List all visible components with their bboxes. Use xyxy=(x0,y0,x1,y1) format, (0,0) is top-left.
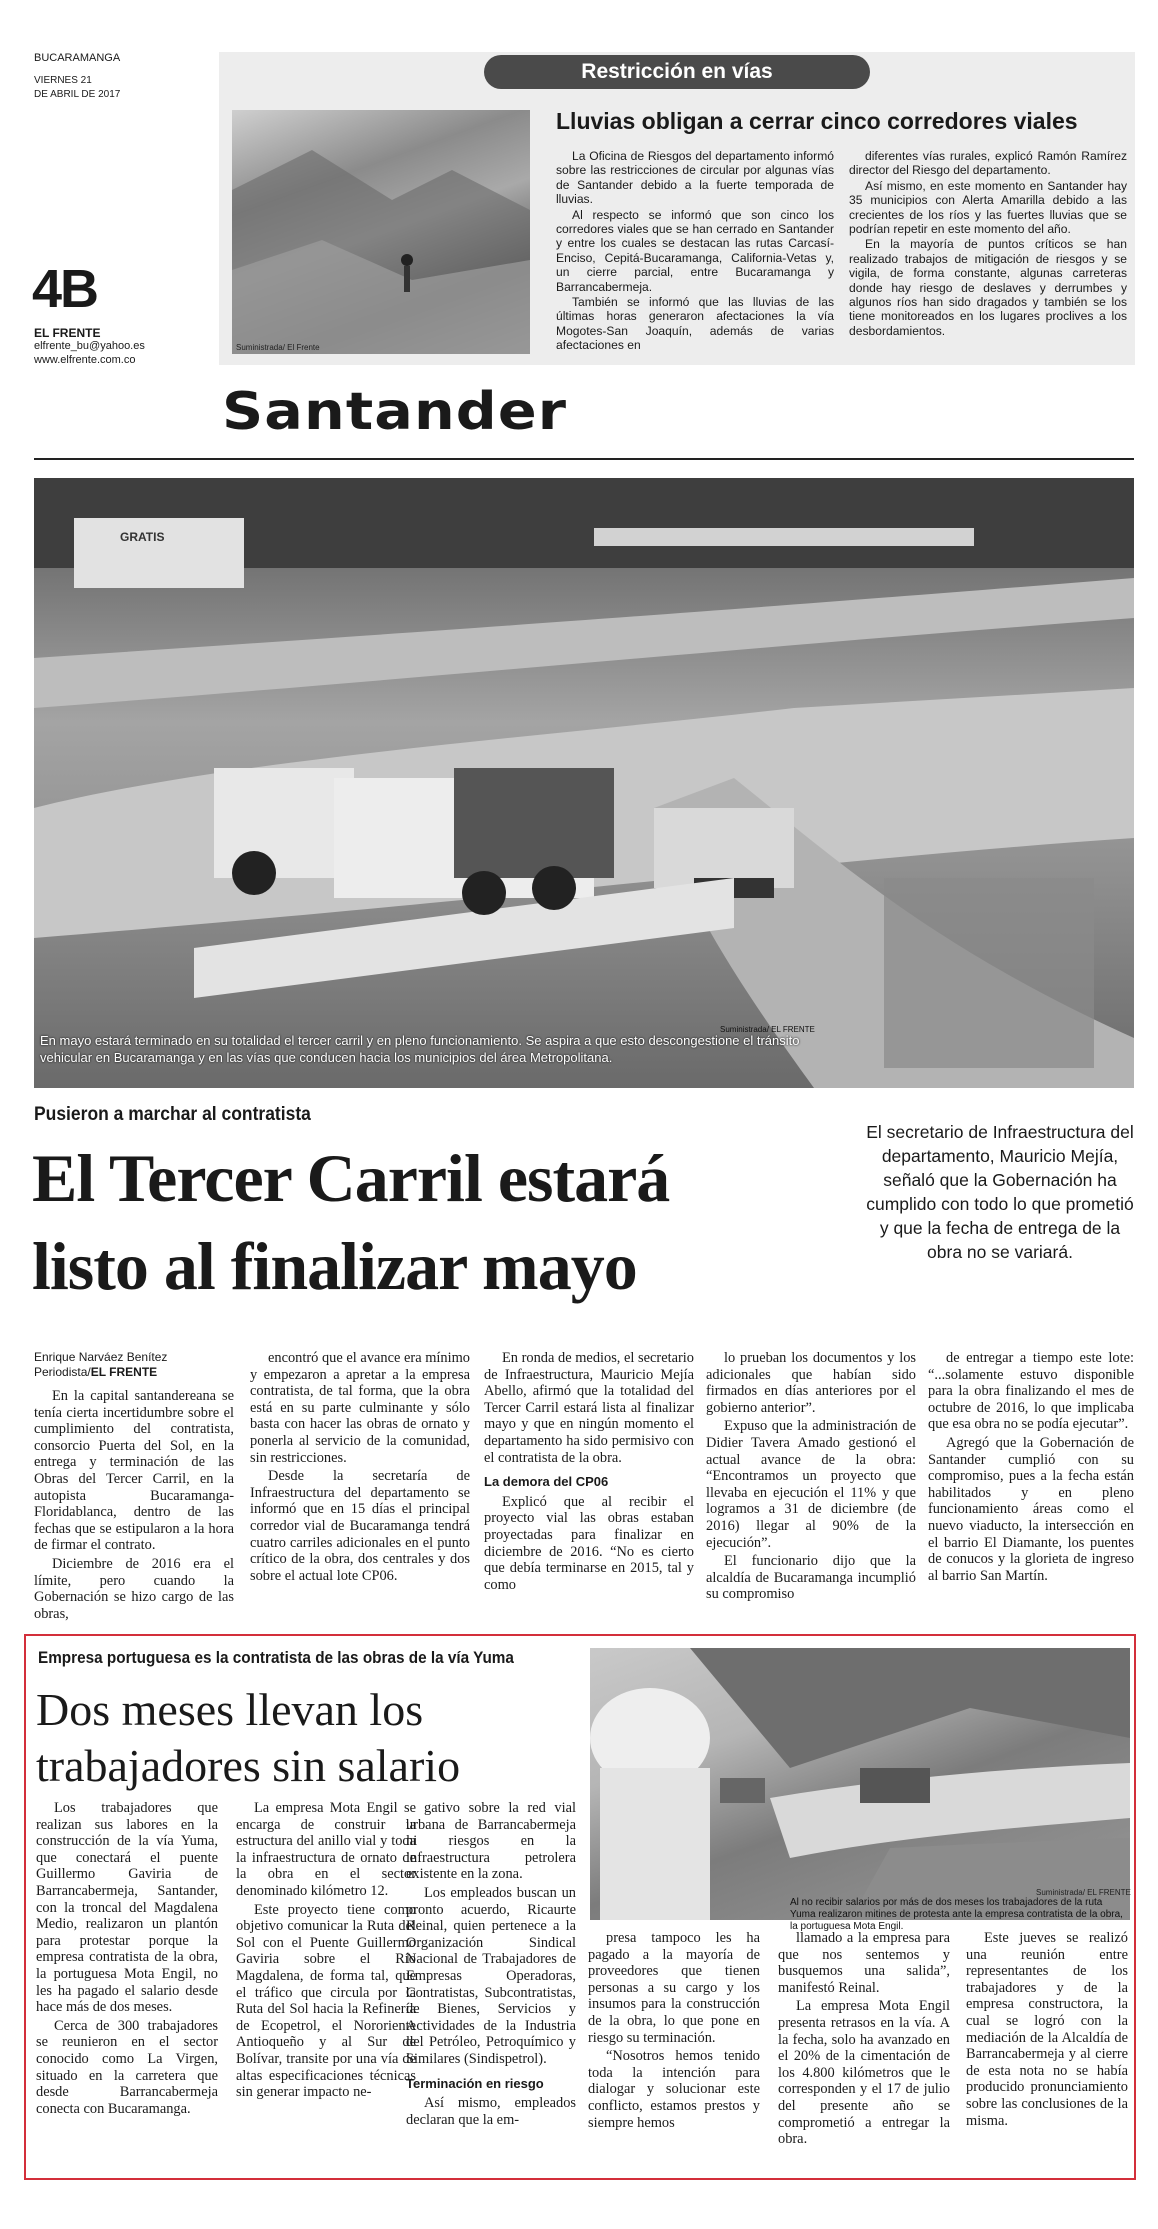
main-photo-credit: Suministrada/ EL FRENTE xyxy=(720,1025,815,1034)
box-column-2 xyxy=(849,149,1127,339)
article1-deck: El secretario de Infraestructura del departamento, Mauricio Mejía, señaló que la Gobernación ha cumplido con todo lo que prometió y que la fecha de entrega de la obra no se variará. xyxy=(866,1122,1134,1262)
paragraph: Los empleados buscan un pronto acuerdo, Ricaurte Reinal, quien pertenece a la Organización Sindical Nacional de Trabajadores de Empresas Operadoras, Contratistas, Subcontratistas, de Bienes, Servicios y Actividades de la Industria del Petróleo, Petroquímico y Similares (Sindispetrol). xyxy=(406,1884,576,2067)
main-photo-caption: En mayo estará terminado en su totalidad el tercer carril y en pleno funcionamiento. Se aspira a que esto descongestione el tránsito vehicular en Bucaramanga y en las vías que conducen hacia los municipios del área Metropolitana. xyxy=(40,1033,800,1065)
paragraph: de entregar a tiempo este lote: “...solamente estuvo disponible para la obra finalizando el mes de octubre de 2016, lo que implicaba que esa obra no se podía ejecutar”. xyxy=(928,1350,1134,1433)
article2-photo-caption: Al no recibir salarios por más de dos meses los trabajadores de la ruta Yuma realizaron mitines de protesta ante la empresa contratista de la obra, la portuguesa Mota Engil. xyxy=(790,1897,1123,1932)
billboard-text: GRATIS xyxy=(120,530,165,544)
landslide-photo xyxy=(232,110,530,354)
paragraph: Explicó que al recibir el proyecto vial las obras estaban proyectadas para finalizar en diciembre de 2016. “No es cierto que debía terminarse en 2015, tal y como xyxy=(484,1493,694,1593)
landslide-illustration xyxy=(232,110,530,354)
paragraph: En la mayoría de puntos críticos se han realizado trabajos de mitigación de riesgos y se vigila, de forma constante, algunas carreteras donde hay riesgo de deslaves y derrumbes y algunos ríos han sido dragados y también se los tiene monitoreados en los lugares proclives a los desbordamientos. xyxy=(849,237,1127,338)
article1-subhead: La demora del CP06 xyxy=(484,1474,609,1490)
section-rule xyxy=(34,458,1134,460)
author-role: Periodista/ xyxy=(34,1365,91,1379)
box-column-1 xyxy=(556,149,834,354)
paper-name: EL FRENTE xyxy=(34,326,101,340)
article2-photo-credit: Suministrada/ EL FRENTE xyxy=(1036,1888,1131,1897)
article1-headline-line1: El Tercer Carril estará xyxy=(32,1140,670,1216)
article1-author-role xyxy=(34,1365,157,1379)
paragraph: Desde la secretaría de Infraestructura del departamento se informó que en 15 días el principal corredor vial de Bucaramanga tendrá cuatro carriles adicionales en el punto crítico de la obra, dos centrales y dos sobre el actual lote CP06. xyxy=(250,1468,470,1584)
article2-headline-line2: trabajadores sin salario xyxy=(36,1740,461,1791)
paragraph: Cerca de 300 trabajadores se reunieron en el sector conocido como La Virgen, situado en la carretera que desde Barrancabermeja conecta con Bucaramanga. xyxy=(36,2017,218,2117)
box-headline: Lluvias obligan a cerrar cinco corredores viales xyxy=(556,108,1078,134)
masthead-day: VIERNES 21 xyxy=(34,75,92,86)
paragraph: Así mismo, empleados declaran que la em- xyxy=(406,2095,576,2128)
main-photo xyxy=(34,478,1134,1088)
article2-kicker: Empresa portuguesa es la contratista de las obras de la vía Yuma xyxy=(38,1648,514,1667)
paragraph: Diciembre de 2016 era el límite, pero cuando la Gobernación se hizo cargo de las obras, xyxy=(34,1555,234,1622)
paragraph: Los trabajadores que realizan sus labores en la construcción de la vía Yuma, que conectará el puente Guillermo Gaviria de Barrancabermeja, Santander, con la troncal del Magdalena Medio, realizaron un plantón para protestar porque la empresa contratista de la obra, la portuguesa Mota Engil, no les ha pagado el salario desde hace más de dos meses. xyxy=(36,1800,218,2016)
article1-kicker: Pusieron a marchar al contratista xyxy=(34,1104,311,1125)
paragraph: Expuso que la administración de Didier Tavera Amado gestionó el actual avance de la obra: “Encontramos un proyecto que llevaba en ejecución el 11% y que logramos a 31 de diciembre (de 2016) llegar al 90% de la ejecución”. xyxy=(706,1418,916,1551)
paragraph: llamado a la empresa para que nos sentemos y busquemos una salida”, manifestó Reinal. xyxy=(778,1930,950,1996)
paragraph: También se informó que las lluvias de las últimas horas generaron afectaciones la vía Mogotes-San Joaquín, además de varias afectaciones en xyxy=(556,295,834,353)
paragraph: presa tampoco les ha pagado a la mayoría de proveedores que tienen personas a su cargo y los insumos para la construcción de la obra, lo que pone en riesgo su terminación. xyxy=(588,1930,760,2046)
masthead-date: DE ABRIL DE 2017 xyxy=(34,89,121,100)
paragraph: encontró que el avance era mínimo y empezaron a apretar a la empresa contratista, de tal forma, que la obra está en su parte culminante y sólo basta con hacer las obras de ornato y ponerla al servicio de la comunidad, sin restricciones. xyxy=(250,1350,470,1466)
paragraph: diferentes vías rurales, explicó Ramón Ramírez director del Riesgo del departamento. xyxy=(849,149,1127,178)
paragraph: Al respecto se informó que son cinco los corredores viales que se han cerrado en Santander y entre los cuales se destacan las rutas Carcasí-Enciso, Cepitá-Bucaramanga, California-Vetas y, un cierre parcial, entre Bucaramanga y Barrancabermeja. xyxy=(556,207,834,294)
paragraph: En la capital santandereana se tenía cierta incertidumbre sobre el cumplimiento del contratista, consorcio Puerta del Sol, en la entrega y terminación de las Obras del Tercer Carril, en la autopista Bucaramanga-Floridablanca, dentro de las fechas que se estipularon a la hora de firmar el contrato. xyxy=(34,1388,234,1554)
paragraph: Agregó que la Gobernación de Santander cumplió con su compromiso, pues a la fecha están habilitados y en pleno funcionamiento áreas como el nuevo viaducto, la intersección en el barrio El Diamante, los puentes de conucos y la glorieta de ingreso al barrio San Martín. xyxy=(928,1434,1134,1584)
paragraph: La empresa Mota Engil presenta retrasos en la vía. A la fecha, solo ha avanzado en el 20% de la cimentación de los 4.800 kilómetros que le corresponden y el 17 de julio del presente año se comprometió a entregar la obra. xyxy=(778,1998,950,2148)
article2-column-3 xyxy=(406,1800,576,2130)
article1-column-2 xyxy=(250,1350,470,1586)
article1-author: Enrique Narváez Benítez xyxy=(34,1350,168,1364)
article2-column-6 xyxy=(966,1930,1128,2131)
paragraph: gativo sobre la red vial urbana de Barrancabermeja ni riesgos en la infraestructura petrolera existente en la zona. xyxy=(406,1800,576,1883)
paragraph: La empresa Mota Engil se encarga de construir la estructura del anillo vial y toda la infraestructura de ornato de la obra en el sector denominado kilómetro 12. xyxy=(236,1800,416,1899)
article1-column-1 xyxy=(34,1388,234,1624)
paragraph: Este proyecto tiene como objetivo comunicar la Ruta del Sol con el Puente Guillermo Gaviria sobre el Río Magdalena, de forma tal, que el tráfico que circula por la Ruta del Sol hacia la Refinería de Ecopetrol, el Nororiente Antioqueño y al Sur de Bolívar, transite por una vía de altas especificaciones técnicas sin generar impacto ne- xyxy=(236,1901,416,2101)
article1-column-5 xyxy=(928,1350,1134,1586)
box-photo-credit: Suministrada/ El Frente xyxy=(236,343,320,352)
paragraph: lo prueban los documentos y los adicionales que habían sido firmados en días anteriores por el gobierno anterior”. xyxy=(706,1350,916,1416)
article2-column-1 xyxy=(36,1800,218,2119)
paragraph: Este jueves se realizó una reunión entre representantes de los trabajadores y de la empresa constructora, la cual se logró con la mediación de la Alcaldía de Barrancabermeja y al cierre de esta nota no se había producido pronunciamiento sobre las conclusiones de la misma. xyxy=(966,1930,1128,2129)
page-number: 4B xyxy=(32,259,98,319)
article2-column-4 xyxy=(588,1930,760,2133)
article1-headline-line2: listo al finalizar mayo xyxy=(32,1228,637,1304)
box-kicker: Restricción en vías xyxy=(484,55,870,89)
paper-web: www.elfrente.com.co xyxy=(34,354,136,366)
paragraph: El funcionario dijo que la alcaldía de Bucaramanga incumplió su compromiso xyxy=(706,1553,916,1603)
article2-subhead: Terminación en riesgo xyxy=(406,2075,544,2091)
article1-column-3 xyxy=(484,1350,694,1595)
article2-column-5 xyxy=(778,1930,950,2150)
section-title: Santander xyxy=(222,382,568,442)
road-work-illustration xyxy=(590,1648,1130,1920)
paragraph: “Nosotros hemos tenido toda la intención para dialogar y solucionar este conflicto, estamos prestos y siempre hemos xyxy=(588,2048,760,2131)
article2-column-2 xyxy=(236,1800,416,2103)
construction-illustration xyxy=(34,478,1134,1088)
protest-photo xyxy=(590,1648,1130,1920)
paragraph: Así mismo, en este momento en Santander hay 35 municipios con Alerta Amarilla debido a las crecientes de los ríos y las fuertes lluvias que se podrían repetir en este momento del año. xyxy=(849,178,1127,237)
article2-headline-line1: Dos meses llevan los xyxy=(36,1684,424,1735)
paragraph: En ronda de medios, el secretario de Infraestructura, Mauricio Mejía Abello, afirmó que la totalidad del Tercer Carril estará lista al finalizar mayo y que en ningún momento el departamento ha sido permisivo con el contratista de la obra. xyxy=(484,1350,694,1466)
paragraph: La Oficina de Riesgos del departamento informó sobre las restricciones de circular por algunas vías de Santander debido a la fuerte temporada de lluvias. xyxy=(556,149,834,207)
paper-email: elfrente_bu@yahoo.es xyxy=(34,340,145,352)
article1-column-4 xyxy=(706,1350,916,1605)
masthead-city: BUCARAMANGA xyxy=(34,52,121,64)
author-paper: EL FRENTE xyxy=(90,1365,158,1379)
